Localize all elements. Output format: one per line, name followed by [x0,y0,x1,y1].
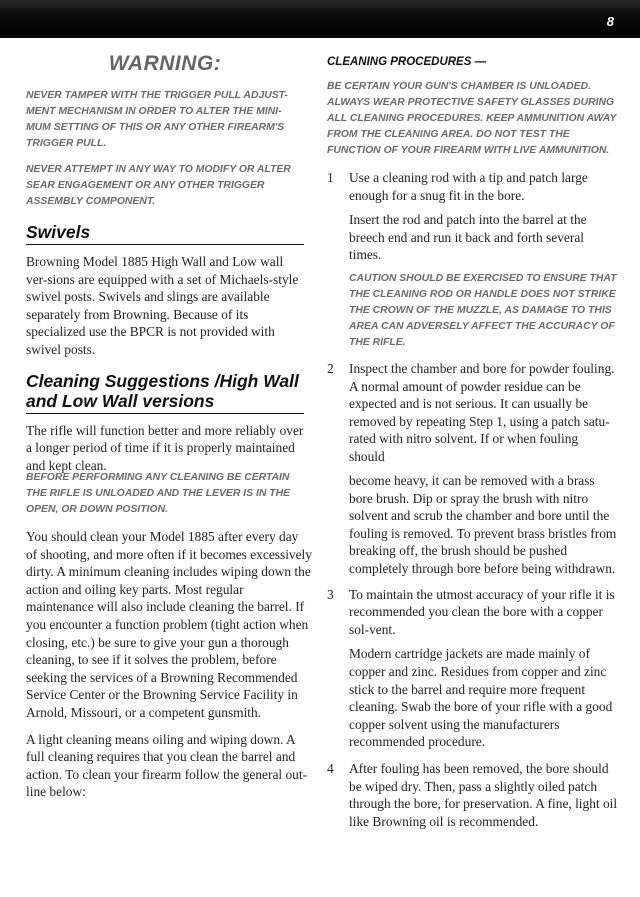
step-2 [327,360,617,466]
right-top-column [327,56,617,475]
cleaning-paragraph-1: You should clean your Model 1885 after every day of shooting, and more often if it becomes excessively dirty. A minimum cleaning includes wiping down the action and oiling key parts. Most regular maintenance will also include cleaning the barrel. If you encounter a function problem (tight action when closing, etc.) be sure to give your gun a thorough cleaning, to see if it solves the problem, before seeking the services of a Browning Recommended Service Center or the Browning Service Facility in Arnold, Missouri, or a competent gunsmith. [26,529,312,720]
step-number: 4 [327,760,334,776]
step-3-text-2: Modern cartridge jackets are made mainly of copper and zinc. Residues from copper and zinc stick to the barrel and require more frequent cleaning. Swab the bore of your rifle with a good copper solvent using the manufacturers recommended procedure. [349,646,613,750]
warning-trigger-pull: NEVER TAMPER WITH THE TRIGGER PULL ADJUST-MENT MECHANISM IN ORDER TO ALTER THE MINI-MUM SETTING OF THIS OR ANY OTHER FIREARM'S TRIGGER PULL. [26,90,288,149]
step-1-text-2: Insert the rod and patch into the barrel at the breech end and run it back and forth several times. [349,212,587,263]
step-number: 1 [327,170,334,185]
step-3-text: To maintain the utmost accuracy of your rifle it is recommended you clean the bore with a copper sol-vent. [349,586,615,637]
step-number: 2 [327,360,334,376]
left-top-column [26,52,304,483]
left-bottom-column [26,470,312,810]
header-bar [0,0,640,38]
swivels-text: Browning Model 1885 High Wall and Low wall ver-sions are equipped with a set of Michaels-style swivel posts. Swivels and slings are available separately from Browning. Because of its specialized use the BPCR is not provided with swivel posts. [26,254,299,357]
step-1-caution: CAUTION SHOULD BE EXERCISED TO ENSURE THAT THE CLEANING ROD OR HANDLE DOES NOT STRIKE THE CROWN OF THE MUZZLE, AS DAMAGE TO THIS AREA CAN ADVERSELY AFFECT THE ACCURACY OF THE RIFLE. [349,272,617,348]
cleaning-procedures-warning: BE CERTAIN YOUR GUN'S CHAMBER IS UNLOADED. ALWAYS WEAR PROTECTIVE SAFETY GLASSES DURING ALL CLEANING PROCEDURES. KEEP AMMUNITION AWAY FROM THE CLEANING AREA. DO NOT TEST THE FUNCTION OF YOUR FIREARM WITH LIVE AMMUNITION. [327,81,617,156]
warning-title: WARNING: [108,52,222,75]
step-1-text: Use a cleaning rod with a tip and patch large enough for a snug fit in the bore. [349,170,588,203]
cleaning-suggestions-text: The rifle will function better and more reliably over a longer period of time if it is properly maintained and kept clean. [26,422,304,473]
step-1 [327,169,617,351]
step-number: 3 [327,586,334,602]
right-bottom-column [327,472,619,839]
cleaning-suggestions-heading: Cleaning Suggestions /High Wall and Low Wall versions [26,371,304,414]
step-2-text: Inspect the chamber and bore for powder fouling. A normal amount of powder residue can be expected and is not serious. It can usually be removed by repeating Step 1, using a patch satu-rated with nitro solvent. If or when fouling should [349,360,615,464]
page-number: 8 [606,14,614,29]
step-2-continued-text: become heavy, it can be removed with a brass bore brush. Dip or spray the brush with nitro solvent and scrub the chamber and bore until the fouling is removed. To prevent brass bristles from breaking off, the brush should be pushed completely through bore before being withdrawn. [349,473,617,576]
cleaning-paragraph-2: A light cleaning means oiling and wiping down. A full cleaning requires that you clean the barrel and action. To clean your firearm follow the general out-line below: [26,731,308,800]
step-4 [327,760,619,830]
swivels-heading: Swivels [26,222,304,245]
cleaning-procedures-title: CLEANING PROCEDURES — [327,56,487,68]
warning-sear-engagement: NEVER ATTEMPT IN ANY WAY TO MODIFY OR ALTER SEAR ENGAGEMENT OR ANY OTHER TRIGGER ASSEMBLY COMPONENT. [26,164,291,207]
step-4-text: After fouling has been removed, the bore should be wiped dry. Then, pass a slightly oiled patch through the bore, for preservation. A fine, light oil like Browning oil is recommended. [349,760,618,829]
before-cleaning-warning: BEFORE PERFORMING ANY CLEANING BE CERTAIN THE RIFLE IS UNLOADED AND THE LEVER IS IN THE OPEN, OR DOWN POSITION. [26,472,291,515]
step-3 [327,586,619,751]
